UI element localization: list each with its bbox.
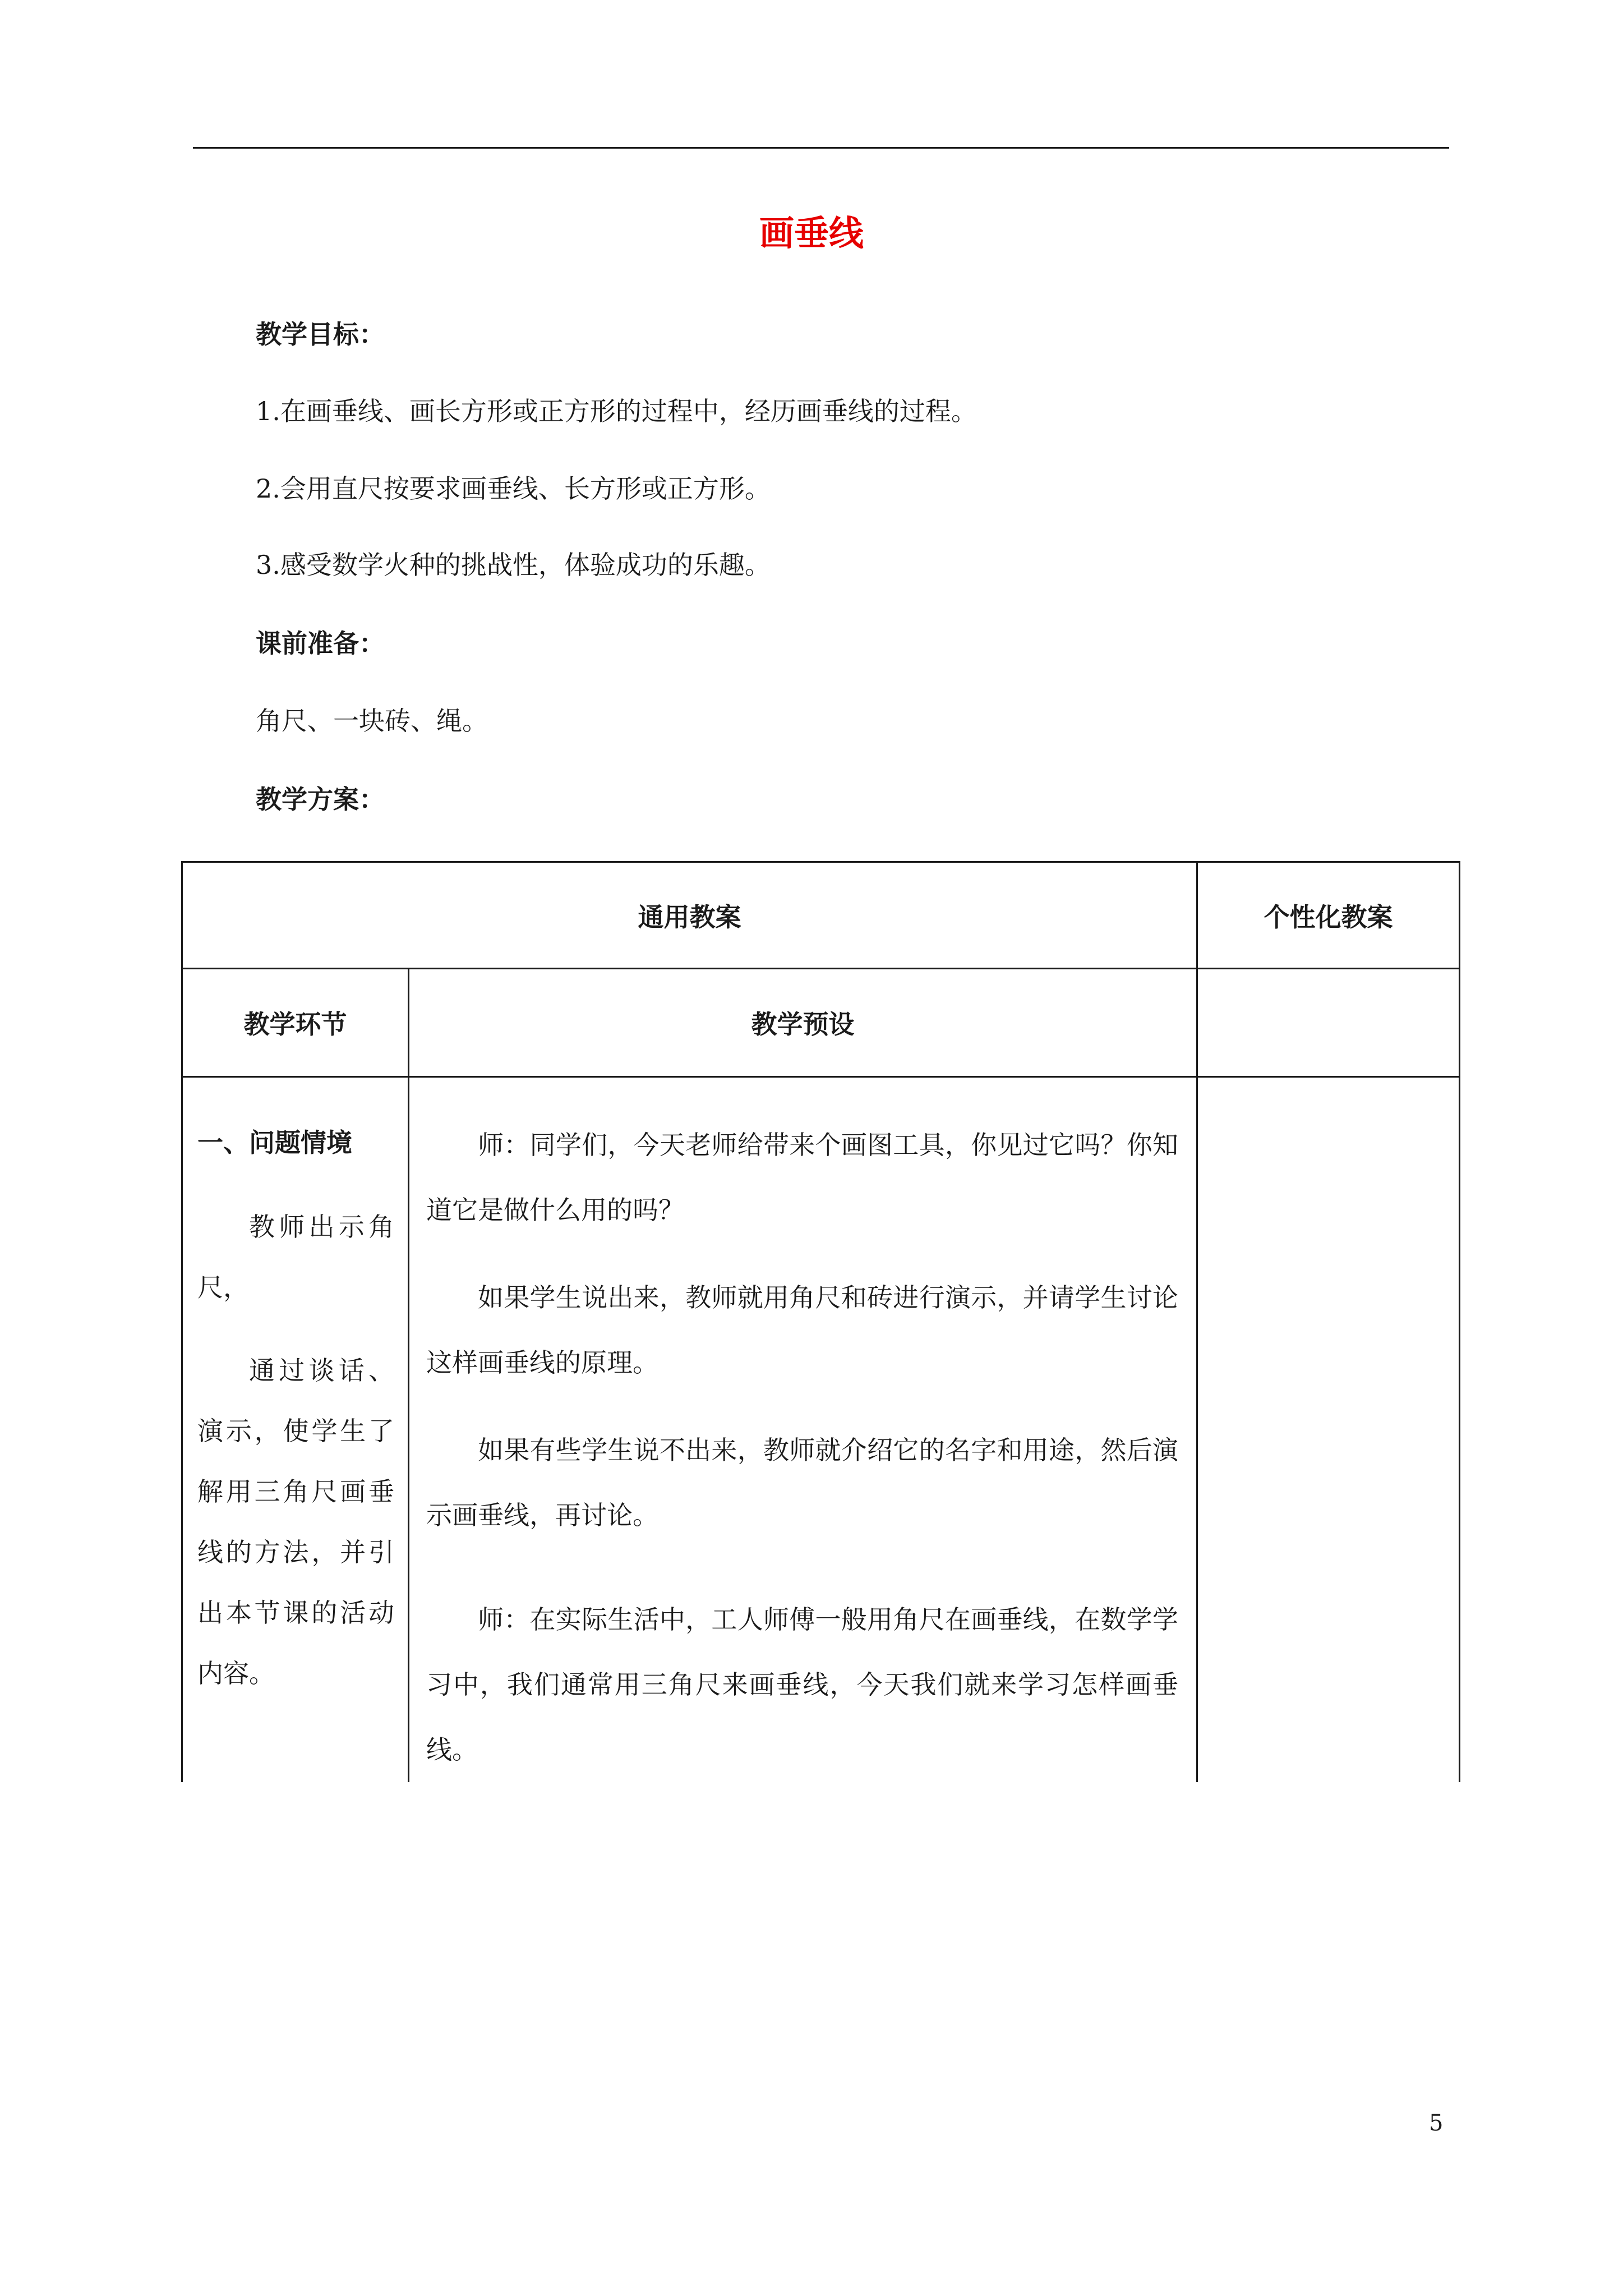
objectives-heading: 教学目标： [256, 319, 385, 349]
preparation-text: 角尺、一块砖、绳。 [256, 706, 488, 736]
stage-title: 一、问题情境 [197, 1128, 352, 1158]
preset-paragraph: 师：在实际生活中，工人师傅一般用角尺在画垂线，在数学学习中，我们通常用三角尺来画垂线，今天我们就来学习怎样画垂线。 [426, 1604, 1178, 1765]
preparation-heading: 课前准备： [256, 628, 385, 659]
header-teaching-preset: 教学预设 [409, 969, 1197, 1077]
objective-item: 3.感受数学火种的挑战性，体验成功的乐趣。 [256, 550, 771, 580]
header-teaching-stage: 教学环节 [182, 969, 409, 1077]
preset-paragraph: 如果有些学生说不出来，教师就介绍它的名字和用途，然后演示画垂线，再讨论。 [426, 1435, 1178, 1530]
plan-heading: 教学方案： [256, 784, 385, 815]
document-title: 画垂线 [759, 213, 864, 254]
objective-item: 1.在画垂线、画长方形或正方形的过程中，经历画垂线的过程。 [256, 396, 977, 426]
preset-cell [409, 1077, 1197, 1783]
header-personalized-plan: 个性化教案 [1197, 862, 1460, 969]
preset-paragraph: 如果学生说出来，教师就用角尺和砖进行演示，并请学生讨论这样画垂线的原理。 [426, 1282, 1178, 1378]
header-general-plan: 通用教案 [182, 862, 1197, 969]
header-rule [193, 147, 1449, 149]
stage-paragraph: 教师出示角尺， [197, 1212, 394, 1303]
stage-cell [182, 1077, 409, 1783]
preset-paragraph: 师：同学们，今天老师给带来个画图工具，你见过它吗？你知道它是做什么用的吗？ [426, 1130, 1178, 1225]
stage-paragraph: 通过谈话、演示，使学生了解用三角尺画垂线的方法，并引出本节课的活动内容。 [197, 1355, 394, 1688]
personalized-cell [1197, 1077, 1460, 1783]
page-number: 5 [1429, 2110, 1444, 2136]
objective-item: 2.会用直尺按要求画垂线、长方形或正方形。 [256, 473, 771, 504]
personalized-cell-empty [1197, 969, 1460, 1077]
teaching-plan-table [181, 861, 1460, 1782]
